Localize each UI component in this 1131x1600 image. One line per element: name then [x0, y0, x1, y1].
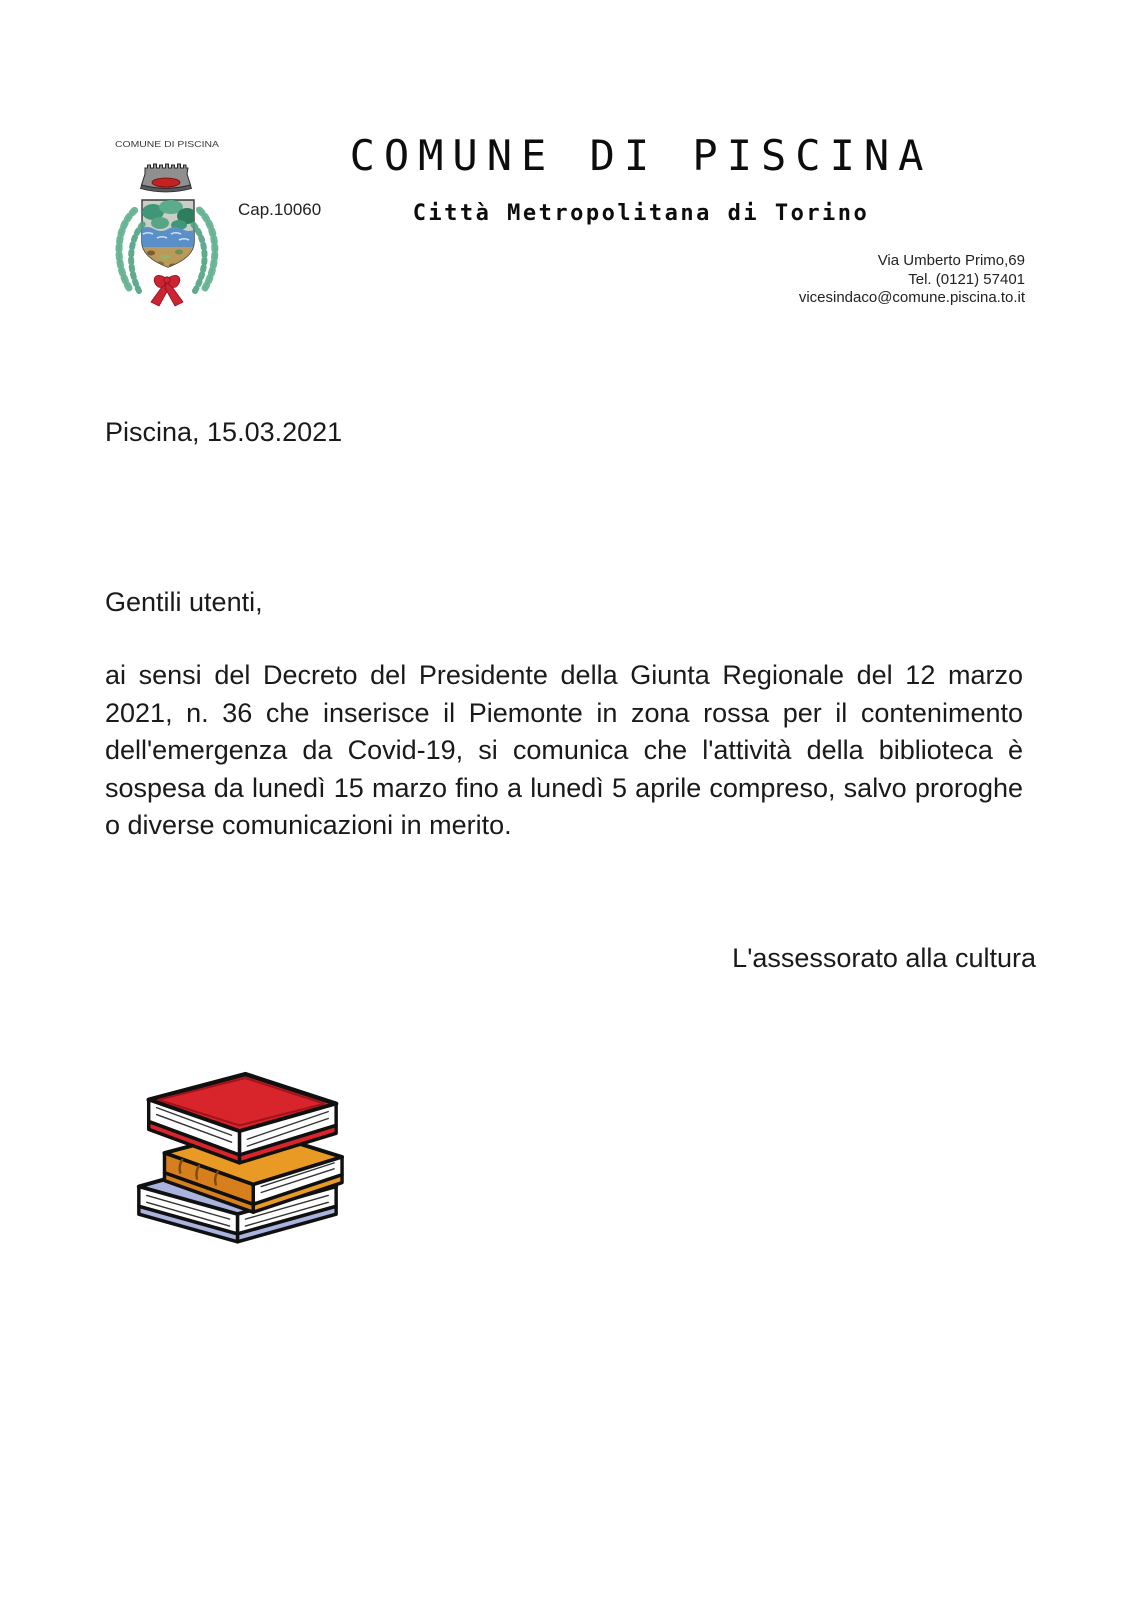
- stack-of-books-icon: [127, 1057, 346, 1253]
- signature: L'assessorato alla cultura: [732, 943, 1036, 973]
- cap-label: Cap.10060: [238, 200, 322, 219]
- shield-icon: [140, 200, 197, 275]
- page-title: COMUNE DI PISCINA: [349, 131, 933, 180]
- ribbon-icon: [151, 275, 183, 306]
- page-subtitle: Città Metropolitana di Torino: [412, 201, 870, 226]
- dateline: Piscina, 15.03.2021: [105, 417, 343, 447]
- contact-address: Via Umberto Primo,69: [877, 252, 1025, 269]
- contact-phone: Tel. (0121) 57401: [908, 270, 1025, 288]
- salutation: Gentili utenti,: [105, 587, 263, 617]
- books-illustration: [127, 1057, 346, 1253]
- coat-of-arms-icon: [105, 128, 228, 313]
- contact-email: vicesindaco@comune.piscina.to.it: [798, 289, 1025, 306]
- crown-icon: [141, 164, 192, 192]
- letterhead-title-block: [230, 131, 1052, 226]
- letter-body: ai sensi del Decreto del Presidente della Giunta Regionale del 12 marzo 2021, n. 36 che inserisce il Piemonte in zona rossa per il contenimento dell'emergenza da Covid-19, si comunica che l'attività della biblioteca è sospesa da lunedì 15 marzo fino a lunedì 5 aprile compreso, salvo proroghe o diverse comunicazioni in merito.: [105, 660, 1023, 841]
- coat-of-arms-caption: COMUNE DI PISCINA: [115, 139, 220, 149]
- contact-block: [799, 252, 1025, 308]
- coat-of-arms: [105, 128, 228, 313]
